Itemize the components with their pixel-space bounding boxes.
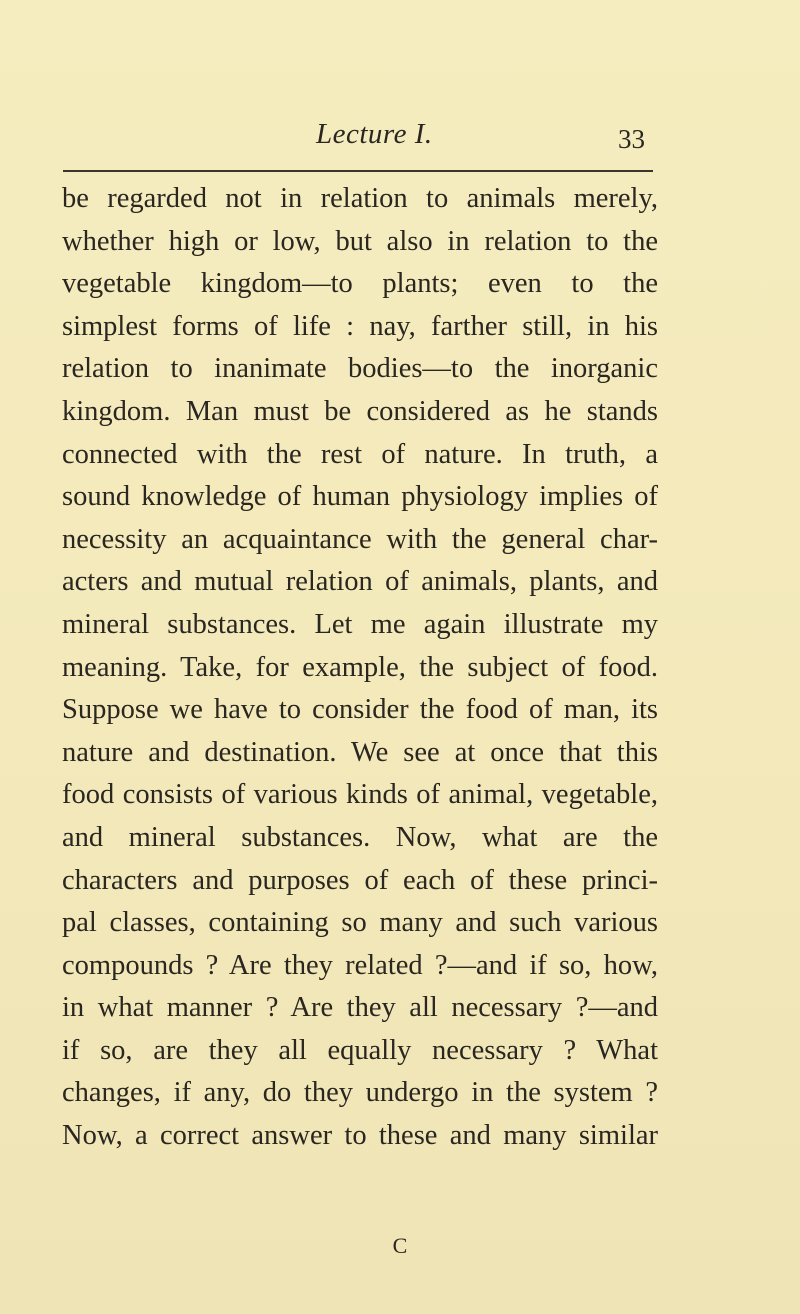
header-rule: [63, 170, 653, 172]
text-line: whether high or low, but also in relation to the: [62, 225, 658, 257]
text-line: compounds ? Are they related ?—and if so, how,: [62, 949, 658, 981]
text-line: connected with the rest of nature. In truth, a: [62, 438, 658, 470]
text-line: nature and destination. We see at once that this: [62, 736, 658, 768]
running-title: Lecture I.: [316, 118, 433, 150]
text-line: Suppose we have to consider the food of man, its: [62, 694, 658, 726]
body-text: [62, 178, 658, 1158]
text-line: acters and mutual relation of animals, plants, and: [62, 566, 658, 598]
text-line: meaning. Take, for example, the subject of food.: [62, 651, 658, 683]
text-line: necessity an acquaintance with the general char-: [62, 523, 658, 555]
text-line: mineral substances. Let me again illustrate my: [62, 608, 658, 640]
text-line: relation to inanimate bodies—to the inorganic: [62, 353, 658, 385]
text-line: changes, if any, do they undergo in the system ?: [62, 1077, 658, 1109]
page-number: 33: [618, 124, 645, 154]
text-line: Now, a correct answer to these and many similar: [62, 1120, 658, 1152]
text-line: simplest forms of life : nay, farther still, in his: [62, 310, 658, 342]
text-line: pal classes, containing so many and such various: [62, 907, 658, 939]
text-line: characters and purposes of each of these princi-: [62, 864, 658, 896]
text-line: vegetable kingdom—to plants; even to the: [62, 268, 658, 300]
text-line: food consists of various kinds of animal, vegetable,: [62, 779, 658, 811]
text-line: be regarded not in relation to animals merely,: [62, 183, 658, 214]
signature-mark: C: [392, 1233, 408, 1258]
text-line: if so, are they all equally necessary ? What: [62, 1034, 658, 1066]
text-line: sound knowledge of human physiology implies of: [62, 481, 658, 513]
page-header: [0, 118, 800, 160]
text-line: in what manner ? Are they all necessary ?—and: [62, 992, 658, 1024]
text-line: and mineral substances. Now, what are the: [62, 821, 658, 853]
text-line: kingdom. Man must be considered as he stands: [62, 395, 658, 427]
